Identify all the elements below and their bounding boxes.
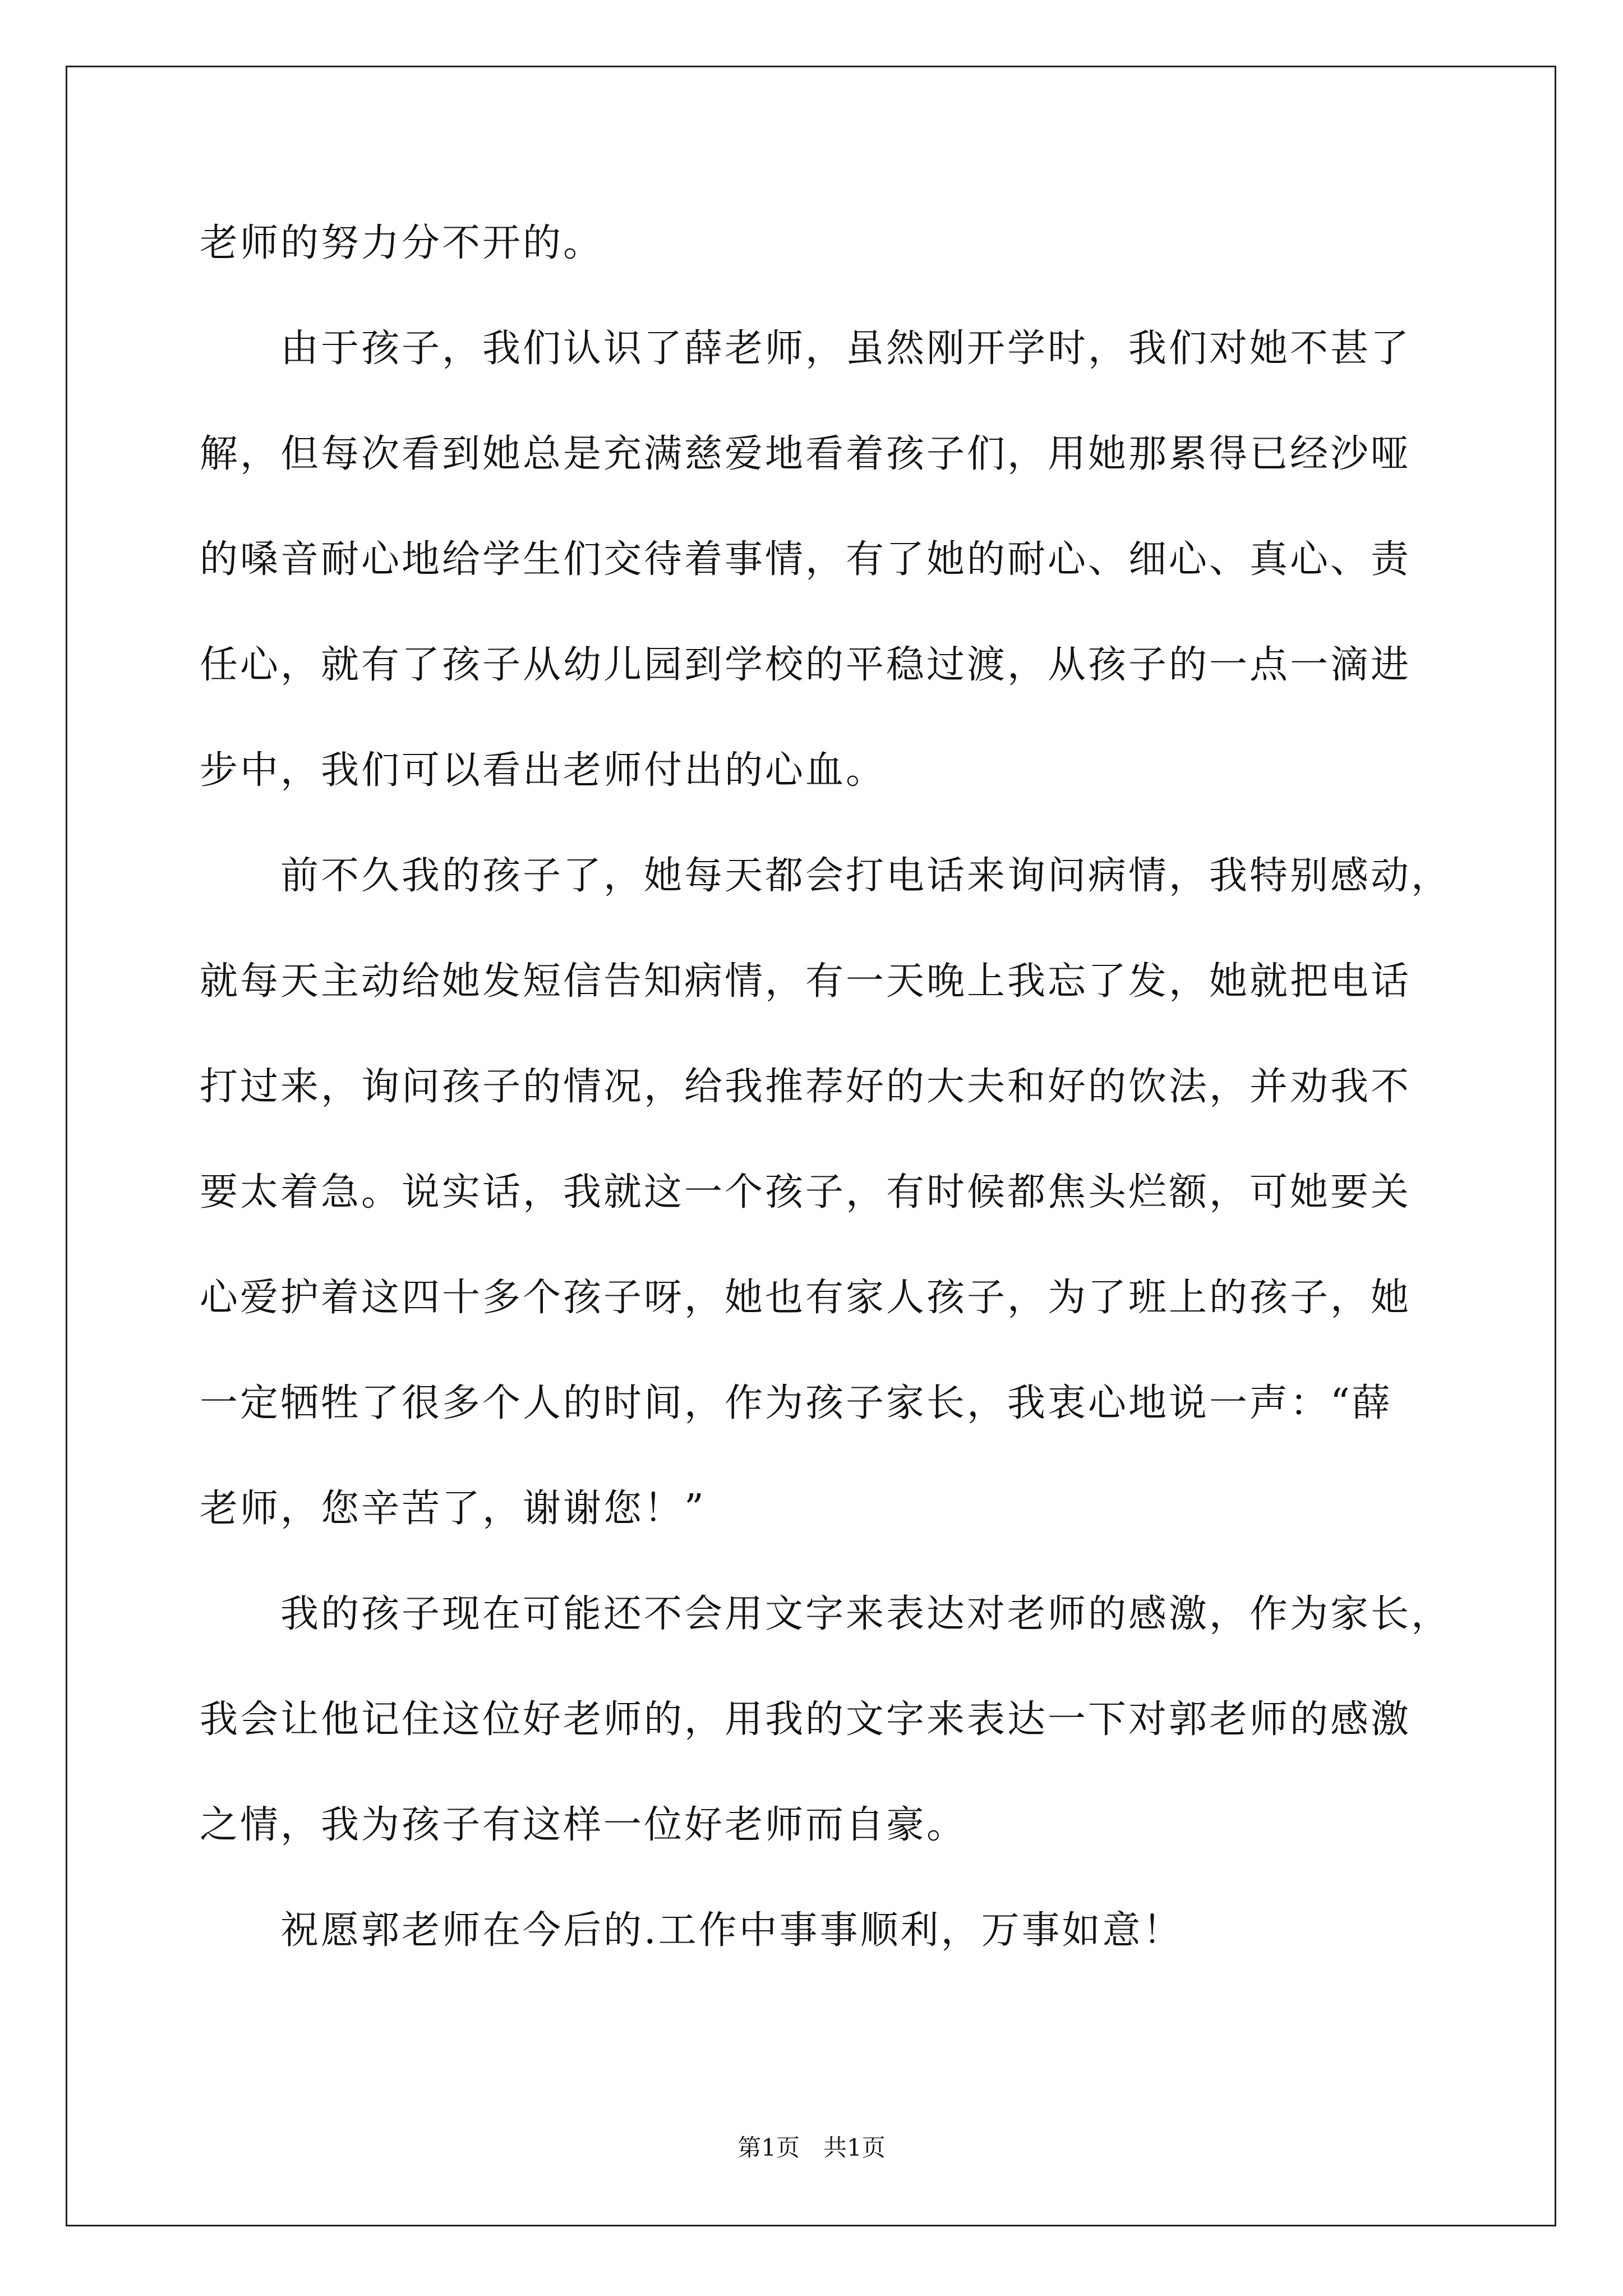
text-line: 之情，我为孩子有这样一位好老师而自豪。: [200, 1803, 967, 1847]
text-line: 我会让他记住这位好老师的，用我的文字来表达一下对郭老师的感激: [200, 1697, 1412, 1742]
text-line: 老师，您辛苦了，谢谢您！”: [200, 1487, 706, 1531]
text-line: 打过来，询问孩子的情况，给我推荐好的大夫和好的饮法，并劝我不: [200, 1065, 1412, 1109]
text-line: 我的孩子现在可能还不会用文字来表达对老师的感激，作为家长，: [200, 1592, 1452, 1636]
text-line: 前不久我的孩子了，她每天都会打电话来询问病情，我特别感动，: [200, 854, 1452, 898]
text-line: 任心，就有了孩子从幼儿园到学校的平稳过渡，从孩子的一点一滴进: [200, 643, 1412, 687]
text-line: 步中，我们可以看出老师付出的心血。: [200, 748, 887, 793]
text-line: 要太着急。说实话，我就这一个孩子，有时候都焦头烂额，可她要关: [200, 1170, 1412, 1214]
text-line: 解，但每次看到她总是充满慈爱地看着孩子们，用她那累得已经沙哑: [200, 432, 1412, 476]
text-line: 由于孩子，我们认识了薛老师，虽然刚开学时，我们对她不甚了: [200, 326, 1412, 371]
text-line: 的嗓音耐心地给学生们交待着事情，有了她的耐心、细心、真心、责: [200, 537, 1412, 582]
text-line: 就每天主动给她发短信告知病情，有一天晚上我忘了发，她就把电话: [200, 959, 1412, 1004]
page-number: 第1页 共1页: [737, 2134, 886, 2161]
text-line: 祝愿郭老师在今后的.工作中事事顺利，万事如意！: [200, 1908, 1183, 1953]
page-footer: [0, 2129, 1623, 2163]
text-line: 一定牺牲了很多个人的时间，作为孩子家长，我衷心地说一声：“薛: [200, 1381, 1393, 1425]
text-line: 老师的努力分不开的。: [200, 221, 604, 265]
document-body: [200, 215, 1452, 2008]
text-line: 心爱护着这四十多个孩子呀，她也有家人孩子，为了班上的孩子，她: [200, 1276, 1412, 1320]
